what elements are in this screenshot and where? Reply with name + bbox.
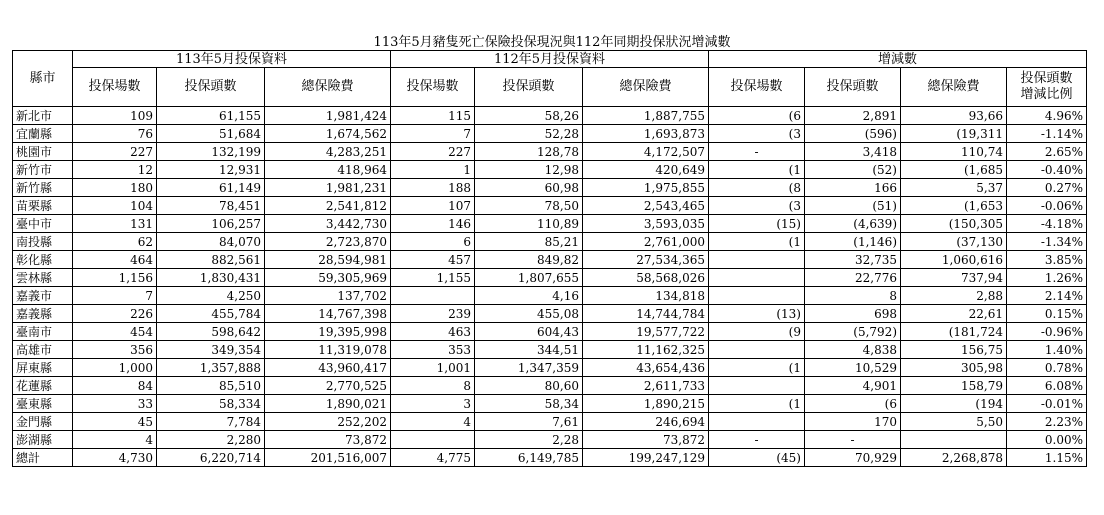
cell-heads-112: 58,26 xyxy=(475,107,583,125)
cell-farms-112: 4,775 xyxy=(391,449,475,467)
cell-county: 臺南市 xyxy=(13,323,73,341)
cell-farms-112: 4 xyxy=(391,413,475,431)
cell-heads-112: 4,16 xyxy=(475,287,583,305)
cell-farms-112: 353 xyxy=(391,341,475,359)
cell-farms-112: 146 xyxy=(391,215,475,233)
cell-farms-112 xyxy=(391,287,475,305)
cell-farms-113: 4 xyxy=(73,431,157,449)
cell-premium-112: 1,890,215 xyxy=(583,395,709,413)
cell-farms-diff xyxy=(709,269,805,287)
cell-heads-diff: 2,891 xyxy=(805,107,901,125)
cell-farms-diff: (15) xyxy=(709,215,805,233)
cell-heads-112: 12,98 xyxy=(475,161,583,179)
header-heads-diff: 投保頭數 xyxy=(805,68,901,107)
header-ratio-line1: 投保頭數 xyxy=(1020,71,1073,86)
cell-ratio: -1.34% xyxy=(1007,233,1087,251)
table-row xyxy=(13,197,1087,215)
cell-premium-diff: (1,653 xyxy=(901,197,1007,215)
table-row xyxy=(13,359,1087,377)
cell-premium-113: 19,395,998 xyxy=(265,323,391,341)
cell-premium-113: 4,283,251 xyxy=(265,143,391,161)
cell-heads-112: 455,08 xyxy=(475,305,583,323)
cell-premium-112: 11,162,325 xyxy=(583,341,709,359)
cell-farms-diff: (9 xyxy=(709,323,805,341)
header-heads-113: 投保頭數 xyxy=(157,68,265,107)
cell-farms-diff: (1 xyxy=(709,359,805,377)
cell-premium-diff: 2,88 xyxy=(901,287,1007,305)
cell-farms-113: 12 xyxy=(73,161,157,179)
table-row xyxy=(13,305,1087,323)
cell-farms-diff: (1 xyxy=(709,233,805,251)
cell-premium-diff: (150,305 xyxy=(901,215,1007,233)
cell-farms-113: 356 xyxy=(73,341,157,359)
cell-heads-diff: (596) xyxy=(805,125,901,143)
cell-ratio: 1.26% xyxy=(1007,269,1087,287)
cell-county: 雲林縣 xyxy=(13,269,73,287)
table-row xyxy=(13,143,1087,161)
cell-farms-diff xyxy=(709,287,805,305)
cell-heads-diff: 4,838 xyxy=(805,341,901,359)
cell-premium-112: 19,577,722 xyxy=(583,323,709,341)
cell-county: 嘉義市 xyxy=(13,287,73,305)
cell-premium-diff xyxy=(901,431,1007,449)
cell-heads-113: 61,155 xyxy=(157,107,265,125)
cell-premium-diff: (1,685 xyxy=(901,161,1007,179)
cell-farms-113: 227 xyxy=(73,143,157,161)
cell-heads-112: 85,21 xyxy=(475,233,583,251)
cell-heads-diff: 4,901 xyxy=(805,377,901,395)
cell-farms-113: 131 xyxy=(73,215,157,233)
cell-premium-112: 58,568,026 xyxy=(583,269,709,287)
cell-premium-113: 59,305,969 xyxy=(265,269,391,287)
header-premium-diff: 總保險費 xyxy=(901,68,1007,107)
cell-premium-113: 1,981,231 xyxy=(265,179,391,197)
cell-heads-diff: 3,418 xyxy=(805,143,901,161)
table-row xyxy=(13,377,1087,395)
cell-heads-113: 132,199 xyxy=(157,143,265,161)
cell-premium-112: 134,818 xyxy=(583,287,709,305)
cell-heads-diff: - xyxy=(805,431,901,449)
cell-ratio: -0.01% xyxy=(1007,395,1087,413)
cell-premium-113: 3,442,730 xyxy=(265,215,391,233)
cell-farms-112: 1,001 xyxy=(391,359,475,377)
cell-premium-diff: 93,66 xyxy=(901,107,1007,125)
cell-heads-diff: (6 xyxy=(805,395,901,413)
cell-ratio: 1.15% xyxy=(1007,449,1087,467)
cell-county: 新竹縣 xyxy=(13,179,73,197)
cell-premium-112: 43,654,436 xyxy=(583,359,709,377)
cell-ratio: -1.14% xyxy=(1007,125,1087,143)
insurance-table xyxy=(12,50,1087,467)
cell-premium-113: 1,890,021 xyxy=(265,395,391,413)
cell-farms-112: 7 xyxy=(391,125,475,143)
cell-heads-113: 349,354 xyxy=(157,341,265,359)
cell-heads-112: 849,82 xyxy=(475,251,583,269)
cell-heads-diff: 8 xyxy=(805,287,901,305)
cell-farms-112: 227 xyxy=(391,143,475,161)
cell-premium-112: 27,534,365 xyxy=(583,251,709,269)
cell-heads-112: 1,807,655 xyxy=(475,269,583,287)
cell-farms-diff: (1 xyxy=(709,395,805,413)
cell-premium-112: 14,744,784 xyxy=(583,305,709,323)
cell-premium-diff: (19,311 xyxy=(901,125,1007,143)
cell-farms-diff: (3 xyxy=(709,197,805,215)
cell-farms-112: 463 xyxy=(391,323,475,341)
cell-heads-112: 60,98 xyxy=(475,179,583,197)
cell-ratio: 0.78% xyxy=(1007,359,1087,377)
cell-premium-112: 246,694 xyxy=(583,413,709,431)
cell-heads-diff: (1,146) xyxy=(805,233,901,251)
cell-heads-113: 4,250 xyxy=(157,287,265,305)
cell-premium-113: 1,674,562 xyxy=(265,125,391,143)
cell-premium-112: 420,649 xyxy=(583,161,709,179)
cell-premium-113: 2,723,870 xyxy=(265,233,391,251)
cell-heads-diff: 10,529 xyxy=(805,359,901,377)
cell-heads-113: 1,357,888 xyxy=(157,359,265,377)
cell-heads-diff: (4,639) xyxy=(805,215,901,233)
cell-farms-diff xyxy=(709,251,805,269)
header-premium-112: 總保險費 xyxy=(583,68,709,107)
cell-heads-112: 344,51 xyxy=(475,341,583,359)
table-row xyxy=(13,251,1087,269)
table-row xyxy=(13,341,1087,359)
cell-premium-113: 137,702 xyxy=(265,287,391,305)
cell-farms-113: 84 xyxy=(73,377,157,395)
cell-county: 彰化縣 xyxy=(13,251,73,269)
cell-premium-113: 2,770,525 xyxy=(265,377,391,395)
header-group-113: 113年5月投保資料 xyxy=(73,51,391,68)
cell-premium-112: 1,693,873 xyxy=(583,125,709,143)
cell-county: 南投縣 xyxy=(13,233,73,251)
cell-farms-112: 457 xyxy=(391,251,475,269)
header-county: 縣市 xyxy=(13,51,73,107)
header-farms-113: 投保場數 xyxy=(73,68,157,107)
cell-ratio: -4.18% xyxy=(1007,215,1087,233)
cell-county: 高雄市 xyxy=(13,341,73,359)
cell-heads-113: 58,334 xyxy=(157,395,265,413)
cell-farms-113: 104 xyxy=(73,197,157,215)
cell-premium-diff: (194 xyxy=(901,395,1007,413)
cell-ratio: -0.96% xyxy=(1007,323,1087,341)
cell-heads-112: 7,61 xyxy=(475,413,583,431)
cell-premium-112: 2,611,733 xyxy=(583,377,709,395)
header-ratio xyxy=(1007,68,1087,107)
table-row xyxy=(13,323,1087,341)
cell-ratio: 2.14% xyxy=(1007,287,1087,305)
cell-ratio: 1.40% xyxy=(1007,341,1087,359)
cell-ratio: 3.85% xyxy=(1007,251,1087,269)
cell-county: 臺東縣 xyxy=(13,395,73,413)
cell-county: 苗栗縣 xyxy=(13,197,73,215)
cell-farms-diff xyxy=(709,413,805,431)
cell-heads-113: 12,931 xyxy=(157,161,265,179)
cell-farms-diff: (13) xyxy=(709,305,805,323)
cell-farms-112: 3 xyxy=(391,395,475,413)
cell-county: 花蓮縣 xyxy=(13,377,73,395)
cell-farms-113: 1,156 xyxy=(73,269,157,287)
cell-heads-112: 1,347,359 xyxy=(475,359,583,377)
cell-ratio: 0.00% xyxy=(1007,431,1087,449)
cell-premium-113: 14,767,398 xyxy=(265,305,391,323)
cell-farms-112: 1 xyxy=(391,161,475,179)
cell-heads-diff: (5,792) xyxy=(805,323,901,341)
cell-heads-112: 58,34 xyxy=(475,395,583,413)
cell-heads-112: 2,28 xyxy=(475,431,583,449)
cell-ratio: 6.08% xyxy=(1007,377,1087,395)
cell-heads-113: 7,784 xyxy=(157,413,265,431)
cell-farms-diff: - xyxy=(709,143,805,161)
cell-premium-113: 28,594,981 xyxy=(265,251,391,269)
cell-heads-113: 2,280 xyxy=(157,431,265,449)
cell-ratio: -0.06% xyxy=(1007,197,1087,215)
cell-heads-113: 1,830,431 xyxy=(157,269,265,287)
cell-farms-113: 180 xyxy=(73,179,157,197)
cell-heads-diff: (52) xyxy=(805,161,901,179)
cell-county: 澎湖縣 xyxy=(13,431,73,449)
cell-heads-112: 78,50 xyxy=(475,197,583,215)
cell-county: 屏東縣 xyxy=(13,359,73,377)
cell-county: 桃園市 xyxy=(13,143,73,161)
cell-premium-112: 3,593,035 xyxy=(583,215,709,233)
cell-heads-113: 598,642 xyxy=(157,323,265,341)
table-row xyxy=(13,395,1087,413)
cell-heads-112: 110,89 xyxy=(475,215,583,233)
header-row-columns xyxy=(13,68,1087,107)
cell-farms-112: 239 xyxy=(391,305,475,323)
cell-farms-112: 1,155 xyxy=(391,269,475,287)
cell-premium-112: 2,543,465 xyxy=(583,197,709,215)
cell-premium-diff: 158,79 xyxy=(901,377,1007,395)
cell-premium-112: 1,887,755 xyxy=(583,107,709,125)
table-row xyxy=(13,269,1087,287)
cell-premium-113: 2,541,812 xyxy=(265,197,391,215)
cell-farms-113: 109 xyxy=(73,107,157,125)
cell-farms-diff: (45) xyxy=(709,449,805,467)
cell-premium-113: 73,872 xyxy=(265,431,391,449)
cell-premium-113: 201,516,007 xyxy=(265,449,391,467)
cell-heads-diff: 22,776 xyxy=(805,269,901,287)
cell-premium-diff: 5,50 xyxy=(901,413,1007,431)
cell-premium-112: 2,761,000 xyxy=(583,233,709,251)
table-row xyxy=(13,161,1087,179)
cell-premium-diff: 737,94 xyxy=(901,269,1007,287)
cell-farms-diff: (3 xyxy=(709,125,805,143)
cell-farms-113: 454 xyxy=(73,323,157,341)
cell-county: 新竹市 xyxy=(13,161,73,179)
cell-premium-112: 199,247,129 xyxy=(583,449,709,467)
cell-county: 金門縣 xyxy=(13,413,73,431)
cell-ratio: -0.40% xyxy=(1007,161,1087,179)
cell-heads-113: 61,149 xyxy=(157,179,265,197)
table-row xyxy=(13,233,1087,251)
table-title: 113年5月豬隻死亡保險投保現況與112年同期投保狀況增減數 xyxy=(373,35,731,50)
cell-farms-113: 76 xyxy=(73,125,157,143)
cell-farms-113: 226 xyxy=(73,305,157,323)
cell-farms-diff: (8 xyxy=(709,179,805,197)
header-heads-112: 投保頭數 xyxy=(475,68,583,107)
cell-ratio: 2.23% xyxy=(1007,413,1087,431)
cell-heads-113: 882,561 xyxy=(157,251,265,269)
cell-premium-diff: 110,74 xyxy=(901,143,1007,161)
cell-heads-113: 78,451 xyxy=(157,197,265,215)
cell-farms-112 xyxy=(391,431,475,449)
cell-ratio: 2.65% xyxy=(1007,143,1087,161)
cell-county: 臺中市 xyxy=(13,215,73,233)
cell-county: 總計 xyxy=(13,449,73,467)
cell-premium-diff: (181,724 xyxy=(901,323,1007,341)
header-group-112: 112年5月投保資料 xyxy=(391,51,709,68)
cell-premium-112: 1,975,855 xyxy=(583,179,709,197)
cell-farms-diff: (6 xyxy=(709,107,805,125)
cell-farms-113: 62 xyxy=(73,233,157,251)
cell-farms-diff xyxy=(709,341,805,359)
table-row xyxy=(13,413,1087,431)
cell-farms-112: 188 xyxy=(391,179,475,197)
cell-farms-112: 6 xyxy=(391,233,475,251)
table-body xyxy=(13,107,1087,467)
cell-premium-diff: 156,75 xyxy=(901,341,1007,359)
cell-farms-113: 464 xyxy=(73,251,157,269)
cell-heads-113: 6,220,714 xyxy=(157,449,265,467)
cell-heads-diff: 70,929 xyxy=(805,449,901,467)
cell-farms-113: 45 xyxy=(73,413,157,431)
cell-farms-112: 107 xyxy=(391,197,475,215)
cell-county: 嘉義縣 xyxy=(13,305,73,323)
cell-farms-112: 115 xyxy=(391,107,475,125)
cell-county: 新北市 xyxy=(13,107,73,125)
cell-farms-diff: - xyxy=(709,431,805,449)
cell-heads-diff: 166 xyxy=(805,179,901,197)
cell-ratio: 0.27% xyxy=(1007,179,1087,197)
table-row xyxy=(13,107,1087,125)
cell-premium-diff: 5,37 xyxy=(901,179,1007,197)
cell-heads-113: 85,510 xyxy=(157,377,265,395)
table-row xyxy=(13,179,1087,197)
cell-heads-diff: 698 xyxy=(805,305,901,323)
cell-premium-diff: (37,130 xyxy=(901,233,1007,251)
table-row xyxy=(13,287,1087,305)
table-row xyxy=(13,215,1087,233)
cell-premium-113: 418,964 xyxy=(265,161,391,179)
cell-premium-112: 73,872 xyxy=(583,431,709,449)
cell-heads-112: 604,43 xyxy=(475,323,583,341)
cell-farms-112: 8 xyxy=(391,377,475,395)
cell-heads-112: 52,28 xyxy=(475,125,583,143)
cell-heads-113: 106,257 xyxy=(157,215,265,233)
cell-ratio: 0.15% xyxy=(1007,305,1087,323)
cell-farms-diff xyxy=(709,377,805,395)
cell-county: 宜蘭縣 xyxy=(13,125,73,143)
cell-ratio: 4.96% xyxy=(1007,107,1087,125)
cell-premium-113: 43,960,417 xyxy=(265,359,391,377)
cell-heads-diff: 32,735 xyxy=(805,251,901,269)
header-row-groups xyxy=(13,51,1087,68)
header-farms-diff: 投保場數 xyxy=(709,68,805,107)
cell-premium-113: 252,202 xyxy=(265,413,391,431)
cell-premium-diff: 305,98 xyxy=(901,359,1007,377)
cell-farms-113: 7 xyxy=(73,287,157,305)
cell-heads-113: 51,684 xyxy=(157,125,265,143)
header-premium-113: 總保險費 xyxy=(265,68,391,107)
cell-heads-112: 80,60 xyxy=(475,377,583,395)
cell-farms-113: 33 xyxy=(73,395,157,413)
table-row xyxy=(13,125,1087,143)
header-group-diff: 增減數 xyxy=(709,51,1087,68)
cell-heads-112: 128,78 xyxy=(475,143,583,161)
cell-premium-113: 11,319,078 xyxy=(265,341,391,359)
cell-premium-112: 4,172,507 xyxy=(583,143,709,161)
cell-premium-diff: 2,268,878 xyxy=(901,449,1007,467)
cell-farms-113: 4,730 xyxy=(73,449,157,467)
header-farms-112: 投保場數 xyxy=(391,68,475,107)
cell-heads-diff: (51) xyxy=(805,197,901,215)
cell-heads-113: 84,070 xyxy=(157,233,265,251)
cell-heads-112: 6,149,785 xyxy=(475,449,583,467)
total-row xyxy=(13,449,1087,467)
cell-premium-113: 1,981,424 xyxy=(265,107,391,125)
cell-heads-113: 455,784 xyxy=(157,305,265,323)
cell-premium-diff: 22,61 xyxy=(901,305,1007,323)
cell-farms-113: 1,000 xyxy=(73,359,157,377)
cell-farms-diff: (1 xyxy=(709,161,805,179)
table-row xyxy=(13,431,1087,449)
header-ratio-line2: 增減比例 xyxy=(1020,87,1073,102)
cell-heads-diff: 170 xyxy=(805,413,901,431)
cell-premium-diff: 1,060,616 xyxy=(901,251,1007,269)
